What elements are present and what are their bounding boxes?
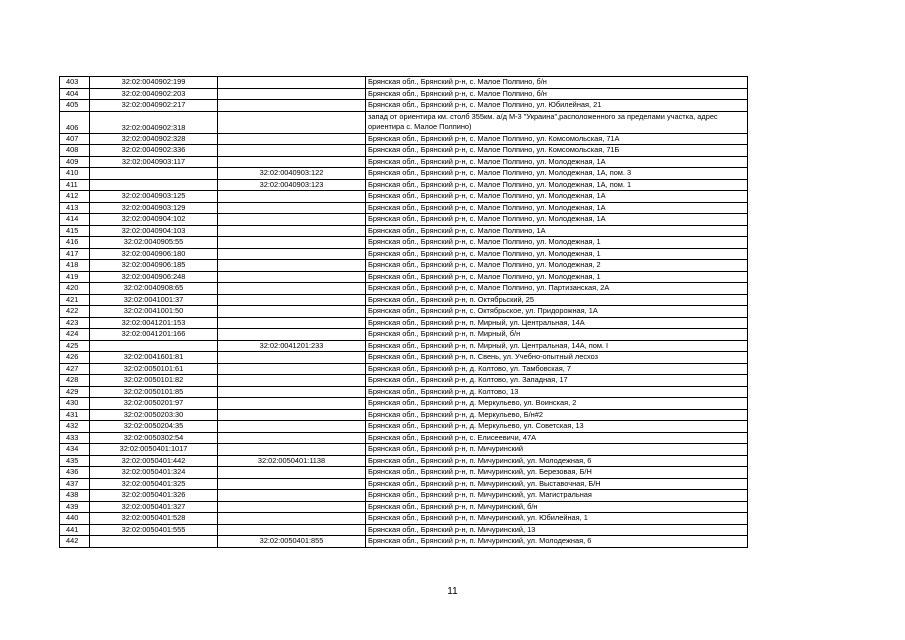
address-cell: Брянская обл., Брянский р-н, с. Малое Полпино, ул. Партизанская, 2А: [366, 283, 748, 295]
row-number-cell: 416: [60, 237, 90, 249]
related-cadastral-number-cell: [218, 225, 366, 237]
row-number-cell: 412: [60, 191, 90, 203]
address-cell: Брянская обл., Брянский р-н, п. Мичуринский, ул. Молодежная, 6: [366, 536, 748, 548]
row-number-cell: 419: [60, 271, 90, 283]
row-number-cell: 429: [60, 386, 90, 398]
related-cadastral-number-cell: 32:02:0050401:855: [218, 536, 366, 548]
cadastral-number-cell: [90, 536, 218, 548]
address-cell: Брянская обл., Брянский р-н, д. Меркульево, ул. Советская, 13: [366, 421, 748, 433]
registry-table: [59, 76, 748, 548]
table-row: [60, 524, 748, 536]
related-cadastral-number-cell: [218, 409, 366, 421]
related-cadastral-number-cell: [218, 88, 366, 100]
related-cadastral-number-cell: [218, 294, 366, 306]
cadastral-number-cell: 32:02:0040906:185: [90, 260, 218, 272]
cadastral-number-cell: 32:02:0050401:528: [90, 513, 218, 525]
cadastral-number-cell: 32:02:0040902:217: [90, 100, 218, 112]
related-cadastral-number-cell: [218, 156, 366, 168]
table-row: [60, 237, 748, 249]
address-cell: Брянская обл., Брянский р-н, п. Мирный, ул. Центральная, 14А, пом. I: [366, 340, 748, 352]
table-row: [60, 168, 748, 180]
row-number-cell: 413: [60, 202, 90, 214]
related-cadastral-number-cell: 32:02:0040903:123: [218, 179, 366, 191]
table-row: [60, 513, 748, 525]
address-cell: Брянская обл., Брянский р-н, д. Колтово, ул. Западная, 17: [366, 375, 748, 387]
row-number-cell: 406: [60, 111, 90, 133]
address-cell: Брянская обл., Брянский р-н, с. Малое Полпино, ул. Молодежная, 1: [366, 248, 748, 260]
related-cadastral-number-cell: [218, 248, 366, 260]
related-cadastral-number-cell: [218, 375, 366, 387]
cadastral-number-cell: [90, 168, 218, 180]
address-cell: Брянская обл., Брянский р-н, с. Малое Полпино, ул. Молодежная, 1А, пом. 3: [366, 168, 748, 180]
row-number-cell: 441: [60, 524, 90, 536]
address-cell: Брянская обл., Брянский р-н, д. Колтово, ул. Тамбовская, 7: [366, 363, 748, 375]
row-number-cell: 432: [60, 421, 90, 433]
table-row: [60, 271, 748, 283]
cadastral-number-cell: 32:02:0050203:30: [90, 409, 218, 421]
table-row: [60, 352, 748, 364]
cadastral-number-cell: 32:02:0040906:248: [90, 271, 218, 283]
table-row: [60, 77, 748, 89]
related-cadastral-number-cell: [218, 306, 366, 318]
address-cell: Брянская обл., Брянский р-н, п. Мичуринский, б/н: [366, 501, 748, 513]
address-cell: Брянская обл., Брянский р-н, п. Свень, ул. Учебно-опытный лесхоз: [366, 352, 748, 364]
related-cadastral-number-cell: [218, 133, 366, 145]
table-row: [60, 467, 748, 479]
address-cell: Брянская обл., Брянский р-н, с. Малое Полпино, ул. Комсомольская, 71А: [366, 133, 748, 145]
address-cell: Брянская обл., Брянский р-н, п. Мичуринский, 13: [366, 524, 748, 536]
row-number-cell: 440: [60, 513, 90, 525]
row-number-cell: 417: [60, 248, 90, 260]
row-number-cell: 435: [60, 455, 90, 467]
related-cadastral-number-cell: 32:02:0050401:1138: [218, 455, 366, 467]
cadastral-number-cell: 32:02:0050401:442: [90, 455, 218, 467]
related-cadastral-number-cell: [218, 501, 366, 513]
table-row: [60, 340, 748, 352]
related-cadastral-number-cell: [218, 363, 366, 375]
related-cadastral-number-cell: [218, 421, 366, 433]
related-cadastral-number-cell: [218, 478, 366, 490]
address-cell: Брянская обл., Брянский р-н, д. Меркульево, ул. Воинская, 2: [366, 398, 748, 410]
address-cell: Брянская обл., Брянский р-н, п. Мичуринский, ул. Магистральная: [366, 490, 748, 502]
cadastral-number-cell: [90, 340, 218, 352]
related-cadastral-number-cell: [218, 444, 366, 456]
table-row: [60, 111, 748, 133]
address-cell: Брянская обл., Брянский р-н, п. Октябрьский, 25: [366, 294, 748, 306]
related-cadastral-number-cell: [218, 432, 366, 444]
cadastral-number-cell: 32:02:0050401:1017: [90, 444, 218, 456]
cadastral-number-cell: 32:02:0040903:117: [90, 156, 218, 168]
table-row: [60, 156, 748, 168]
related-cadastral-number-cell: [218, 145, 366, 157]
address-cell: Брянская обл., Брянский р-н, с. Малое Полпино, ул. Молодежная, 1: [366, 271, 748, 283]
table-row: [60, 248, 748, 260]
table-row: [60, 317, 748, 329]
table-row: [60, 283, 748, 295]
row-number-cell: 405: [60, 100, 90, 112]
address-cell: Брянская обл., Брянский р-н, п. Мичуринский, ул. Выставочная, Б/Н: [366, 478, 748, 490]
row-number-cell: 410: [60, 168, 90, 180]
row-number-cell: 403: [60, 77, 90, 89]
registry-table-body: [60, 77, 748, 548]
table-row: [60, 409, 748, 421]
page-number: 11: [447, 586, 458, 597]
cadastral-number-cell: [90, 179, 218, 191]
address-cell: Брянская обл., Брянский р-н, п. Мирный, ул. Центральная, 14А: [366, 317, 748, 329]
cadastral-number-cell: 32:02:0041001:37: [90, 294, 218, 306]
cadastral-number-cell: 32:02:0040904:103: [90, 225, 218, 237]
table-row: [60, 179, 748, 191]
row-number-cell: 411: [60, 179, 90, 191]
cadastral-number-cell: 32:02:0040902:318: [90, 111, 218, 133]
address-cell: Брянская обл., Брянский р-н, с. Малое Полпино, 1А: [366, 225, 748, 237]
table-row: [60, 386, 748, 398]
cadastral-number-cell: 32:02:0050204:35: [90, 421, 218, 433]
address-cell: Брянская обл., Брянский р-н, п. Мичуринский, ул. Юбилейная, 1: [366, 513, 748, 525]
cadastral-number-cell: 32:02:0040904:102: [90, 214, 218, 226]
related-cadastral-number-cell: [218, 317, 366, 329]
table-row: [60, 478, 748, 490]
cadastral-number-cell: 32:02:0050401:327: [90, 501, 218, 513]
address-cell: Брянская обл., Брянский р-н, с. Малое Полпино, ул. Молодежная, 2: [366, 260, 748, 272]
cadastral-number-cell: 32:02:0050101:61: [90, 363, 218, 375]
row-number-cell: 433: [60, 432, 90, 444]
address-cell: Брянская обл., Брянский р-н, с. Елисеевичи, 47А: [366, 432, 748, 444]
table-row: [60, 260, 748, 272]
related-cadastral-number-cell: [218, 283, 366, 295]
address-cell: Брянская обл., Брянский р-н, д. Колтово, 13: [366, 386, 748, 398]
cadastral-number-cell: 32:02:0040902:203: [90, 88, 218, 100]
related-cadastral-number-cell: [218, 77, 366, 89]
row-number-cell: 409: [60, 156, 90, 168]
related-cadastral-number-cell: [218, 524, 366, 536]
cadastral-number-cell: 32:02:0050401:324: [90, 467, 218, 479]
table-row: [60, 100, 748, 112]
row-number-cell: 427: [60, 363, 90, 375]
table-row: [60, 455, 748, 467]
address-cell: Брянская обл., Брянский р-н, с. Малое Полпино, ул. Юбилейная, 21: [366, 100, 748, 112]
related-cadastral-number-cell: [218, 111, 366, 133]
cadastral-number-cell: 32:02:0041601:81: [90, 352, 218, 364]
cadastral-number-cell: 32:02:0050101:85: [90, 386, 218, 398]
cadastral-number-cell: 32:02:0040903:125: [90, 191, 218, 203]
cadastral-number-cell: 32:02:0040902:328: [90, 133, 218, 145]
table-row: [60, 444, 748, 456]
cadastral-number-cell: 32:02:0040906:180: [90, 248, 218, 260]
cadastral-number-cell: 32:02:0041201:166: [90, 329, 218, 341]
related-cadastral-number-cell: [218, 398, 366, 410]
cadastral-number-cell: 32:02:0040902:199: [90, 77, 218, 89]
address-cell: Брянская обл., Брянский р-н, п. Мирный, б/н: [366, 329, 748, 341]
related-cadastral-number-cell: 32:02:0040903:122: [218, 168, 366, 180]
row-number-cell: 436: [60, 467, 90, 479]
address-cell: Брянская обл., Брянский р-н, с. Малое Полпино, ул. Молодежная, 1А: [366, 156, 748, 168]
table-row: [60, 375, 748, 387]
related-cadastral-number-cell: [218, 214, 366, 226]
address-cell: Брянская обл., Брянский р-н, с. Малое Полпино, ул. Молодежная, 1А: [366, 191, 748, 203]
cadastral-number-cell: 32:02:0040903:129: [90, 202, 218, 214]
related-cadastral-number-cell: [218, 271, 366, 283]
row-number-cell: 426: [60, 352, 90, 364]
table-row: [60, 133, 748, 145]
related-cadastral-number-cell: 32:02:0041201:233: [218, 340, 366, 352]
row-number-cell: 423: [60, 317, 90, 329]
related-cadastral-number-cell: [218, 100, 366, 112]
table-row: [60, 225, 748, 237]
cadastral-number-cell: 32:02:0041001:50: [90, 306, 218, 318]
row-number-cell: 420: [60, 283, 90, 295]
row-number-cell: 424: [60, 329, 90, 341]
row-number-cell: 438: [60, 490, 90, 502]
row-number-cell: 415: [60, 225, 90, 237]
table-row: [60, 490, 748, 502]
row-number-cell: 425: [60, 340, 90, 352]
address-cell: Брянская обл., Брянский р-н, с. Малое Полпино, ул. Молодежная, 1А, пом. 1: [366, 179, 748, 191]
address-cell: Брянская обл., Брянский р-н, с. Малое Полпино, б/н: [366, 77, 748, 89]
cadastral-number-cell: 32:02:0040905:55: [90, 237, 218, 249]
address-cell: Брянская обл., Брянский р-н, с. Октябрьское, ул. Придорожная, 1А: [366, 306, 748, 318]
table-row: [60, 294, 748, 306]
row-number-cell: 437: [60, 478, 90, 490]
address-cell: Брянская обл., Брянский р-н, с. Малое Полпино, ул. Молодежная, 1А: [366, 214, 748, 226]
cadastral-number-cell: 32:02:0041201:153: [90, 317, 218, 329]
row-number-cell: 422: [60, 306, 90, 318]
row-number-cell: 418: [60, 260, 90, 272]
table-row: [60, 88, 748, 100]
related-cadastral-number-cell: [218, 352, 366, 364]
address-cell: Брянская обл., Брянский р-н, п. Мичуринский, ул. Березовая, Б/Н: [366, 467, 748, 479]
table-row: [60, 398, 748, 410]
table-row: [60, 421, 748, 433]
row-number-cell: 428: [60, 375, 90, 387]
related-cadastral-number-cell: [218, 329, 366, 341]
row-number-cell: 408: [60, 145, 90, 157]
table-row: [60, 329, 748, 341]
table-row: [60, 501, 748, 513]
related-cadastral-number-cell: [218, 386, 366, 398]
cadastral-number-cell: 32:02:0040908:65: [90, 283, 218, 295]
row-number-cell: 430: [60, 398, 90, 410]
related-cadastral-number-cell: [218, 237, 366, 249]
table-row: [60, 191, 748, 203]
address-cell: Брянская обл., Брянский р-н, с. Малое Полпино, ул. Молодежная, 1А: [366, 202, 748, 214]
related-cadastral-number-cell: [218, 490, 366, 502]
cadastral-number-cell: 32:02:0050201:97: [90, 398, 218, 410]
related-cadastral-number-cell: [218, 260, 366, 272]
table-row: [60, 145, 748, 157]
row-number-cell: 407: [60, 133, 90, 145]
related-cadastral-number-cell: [218, 202, 366, 214]
address-cell: Брянская обл., Брянский р-н, с. Малое Полпино, б/н: [366, 88, 748, 100]
related-cadastral-number-cell: [218, 513, 366, 525]
table-row: [60, 536, 748, 548]
row-number-cell: 404: [60, 88, 90, 100]
table-row: [60, 214, 748, 226]
address-cell: Брянская обл., Брянский р-н, с. Малое Полпино, ул. Комсомольская, 71Б: [366, 145, 748, 157]
table-row: [60, 432, 748, 444]
cadastral-number-cell: 32:02:0050401:555: [90, 524, 218, 536]
cadastral-number-cell: 32:02:0040902:336: [90, 145, 218, 157]
row-number-cell: 431: [60, 409, 90, 421]
table-row: [60, 202, 748, 214]
cadastral-number-cell: 32:02:0050401:325: [90, 478, 218, 490]
row-number-cell: 414: [60, 214, 90, 226]
row-number-cell: 434: [60, 444, 90, 456]
related-cadastral-number-cell: [218, 467, 366, 479]
related-cadastral-number-cell: [218, 191, 366, 203]
address-cell: Брянская обл., Брянский р-н, п. Мичуринский, ул. Молодежная, 6: [366, 455, 748, 467]
address-cell: Брянская обл., Брянский р-н, с. Малое Полпино, ул. Молодежная, 1: [366, 237, 748, 249]
table-row: [60, 363, 748, 375]
address-cell: запад от ориентира км. столб 355км. а/д М-3 "Украина",расположенного за пределами участка, адрес ориентира с. Малое Полпино): [366, 111, 748, 133]
address-cell: Брянская обл., Брянский р-н, д. Меркульево, Б/н#2: [366, 409, 748, 421]
cadastral-number-cell: 32:02:0050101:82: [90, 375, 218, 387]
row-number-cell: 439: [60, 501, 90, 513]
address-cell: Брянская обл., Брянский р-н, п. Мичуринский: [366, 444, 748, 456]
cadastral-number-cell: 32:02:0050302:54: [90, 432, 218, 444]
cadastral-number-cell: 32:02:0050401:326: [90, 490, 218, 502]
table-row: [60, 306, 748, 318]
row-number-cell: 442: [60, 536, 90, 548]
row-number-cell: 421: [60, 294, 90, 306]
